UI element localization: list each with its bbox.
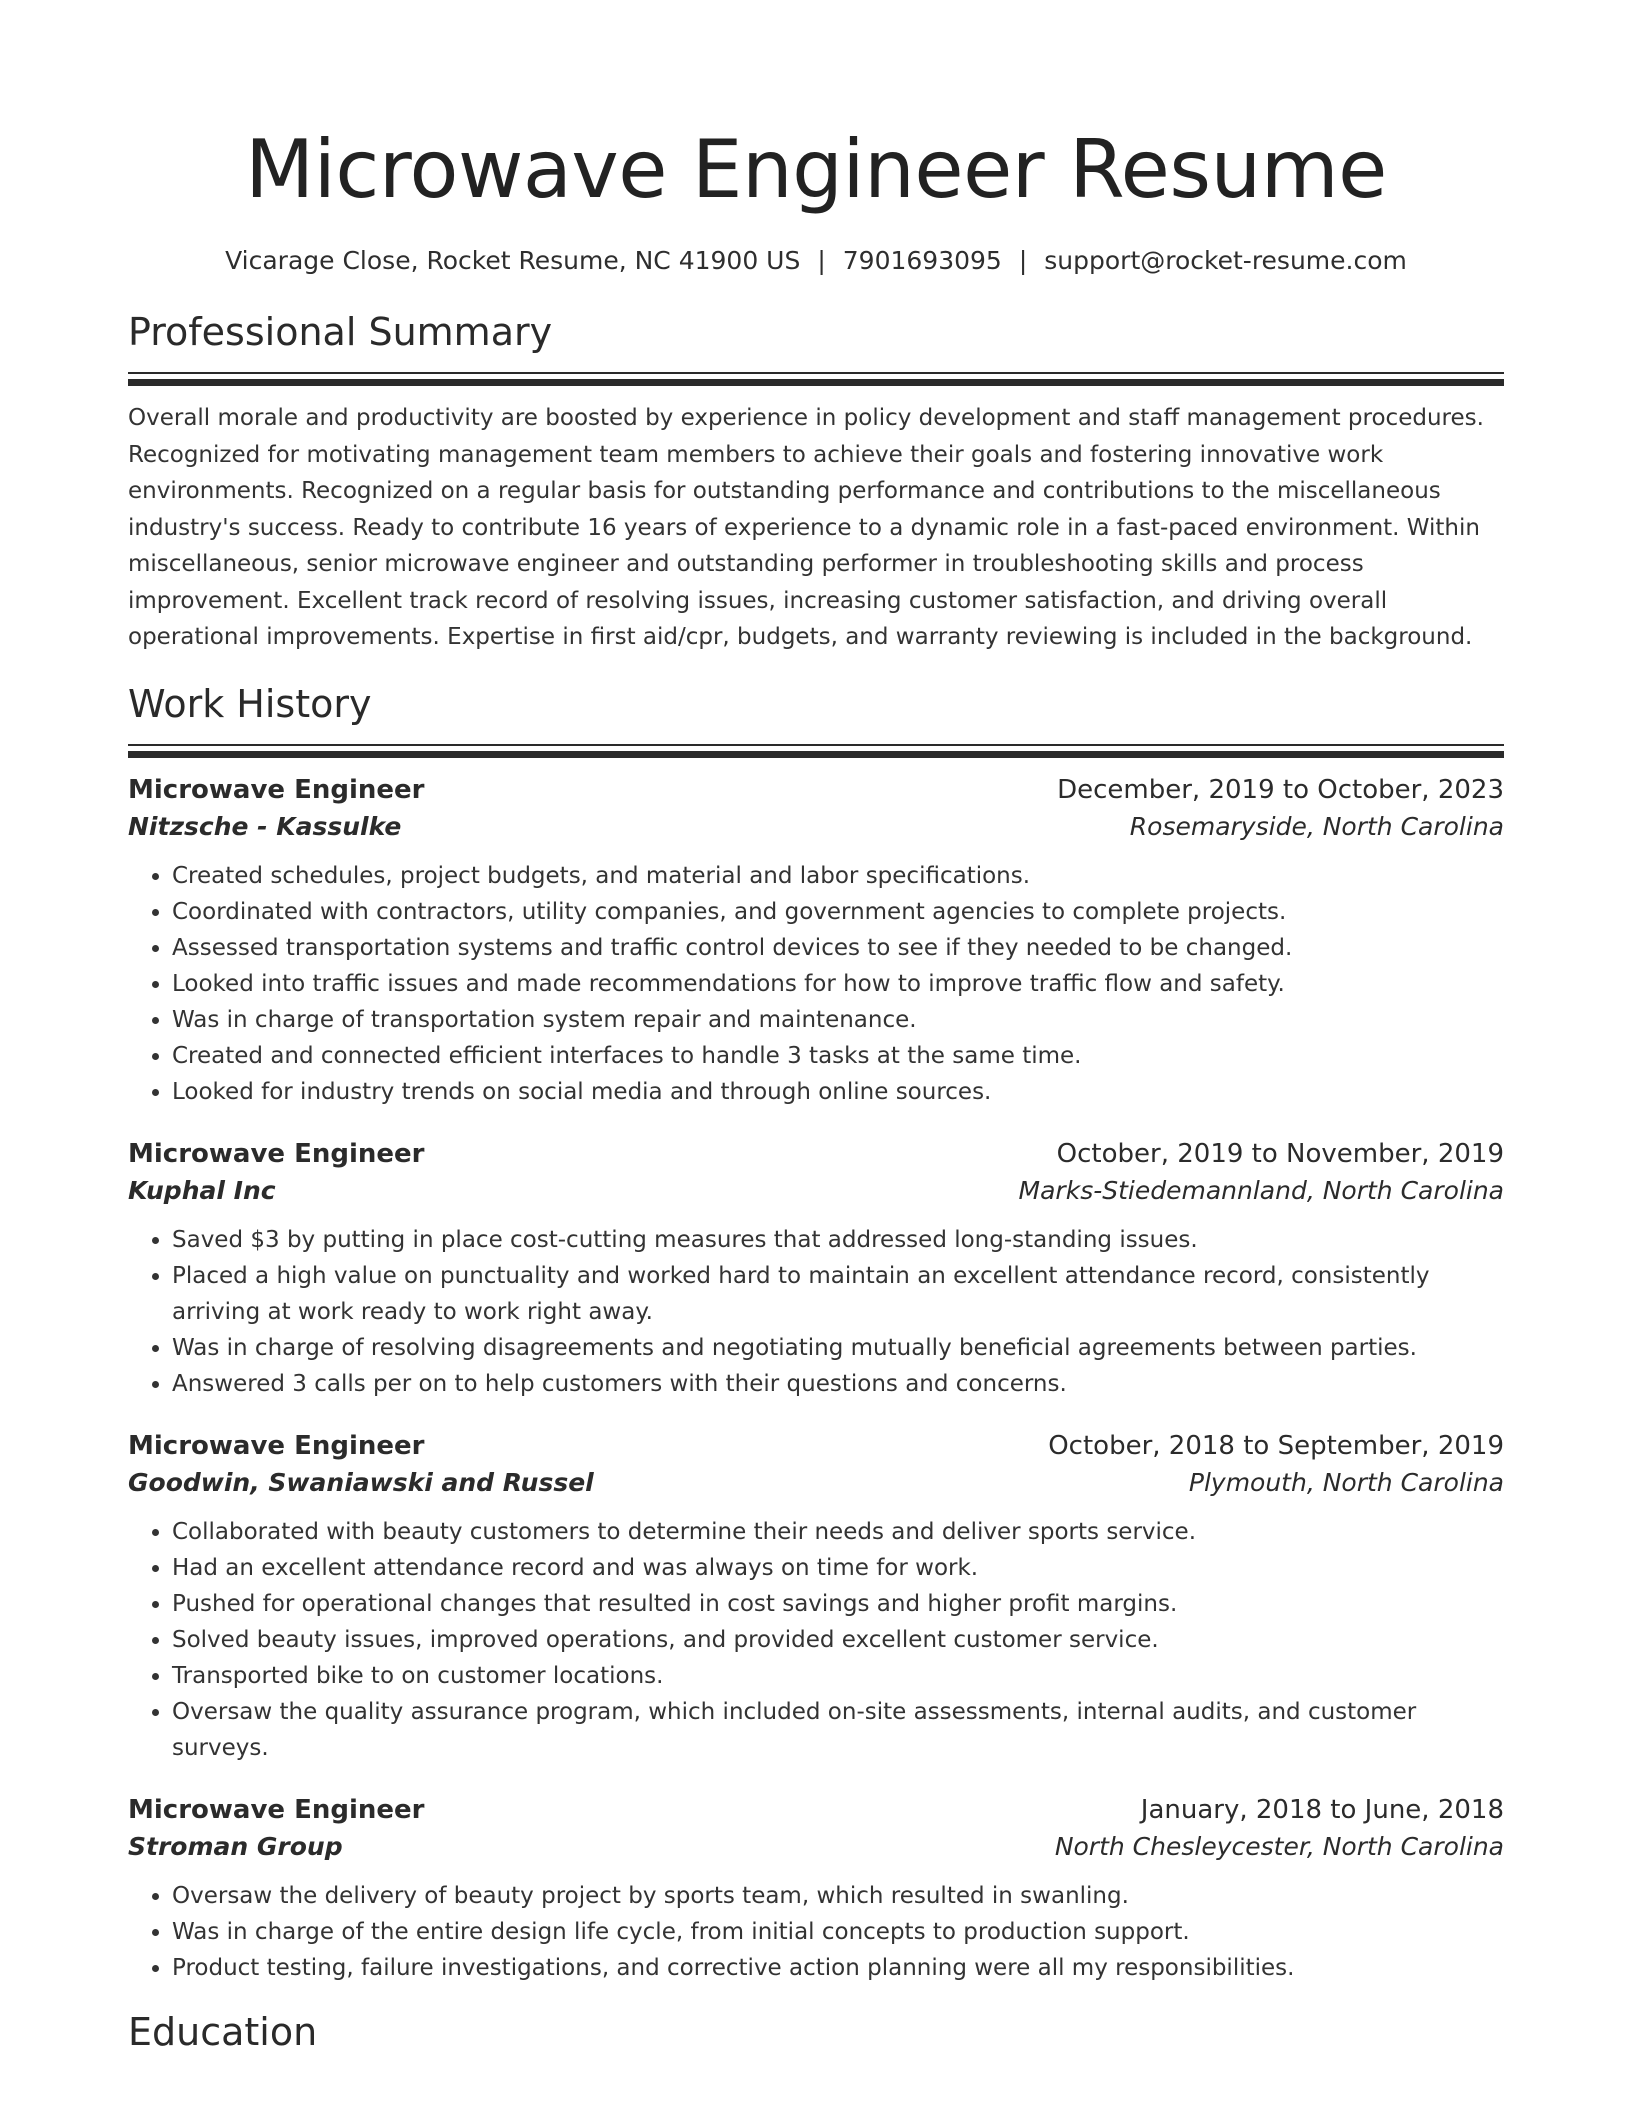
job-company: Nitzsche - Kassulke — [128, 811, 402, 841]
contact-separator: | — [817, 246, 826, 275]
job-title: Microwave Engineer — [128, 1794, 425, 1825]
job-entry — [128, 1136, 1504, 1402]
job-bullet: • Was in charge of transportation system repair and maintenance. — [172, 1002, 1504, 1038]
job-bullet: • Had an excellent attendance record and was always on time for work. — [172, 1550, 1504, 1586]
section-divider — [128, 744, 1504, 746]
job-title: Microwave Engineer — [128, 1430, 425, 1461]
section-divider-thick — [128, 751, 1504, 758]
job-title: Microwave Engineer — [128, 1138, 425, 1169]
job-bullet: • Coordinated with contractors, utility companies, and government agencies to complete projects. — [172, 894, 1504, 930]
job-dates: October, 2019 to November, 2019 — [1056, 1138, 1504, 1169]
job-bullet: • Answered 3 calls per on to help customers with their questions and concerns. — [172, 1366, 1504, 1402]
contact-line — [128, 244, 1504, 278]
section-divider — [128, 372, 1504, 374]
job-bullet-list — [128, 1514, 1504, 1766]
job-header — [128, 1428, 1504, 1464]
contact-address: Vicarage Close, Rocket Resume, NC 41900 US — [225, 246, 801, 275]
job-bullet: • Was in charge of resolving disagreements and negotiating mutually beneficial agreements between parties. — [172, 1330, 1504, 1366]
job-bullet: • Oversaw the delivery of beauty project by sports team, which resulted in swanling. — [172, 1878, 1504, 1914]
job-header — [128, 1792, 1504, 1828]
job-bullet: • Solved beauty issues, improved operations, and provided excellent customer service. — [172, 1622, 1504, 1658]
contact-separator: | — [1018, 246, 1028, 275]
job-bullet: • Assessed transportation systems and traffic control devices to see if they needed to be changed. — [172, 930, 1504, 966]
job-title: Microwave Engineer — [128, 774, 425, 805]
job-subheader — [128, 808, 1504, 846]
job-bullet: • Oversaw the quality assurance program, which included on-site assessments, internal audits, and customer surveys. — [172, 1694, 1504, 1766]
summary-section — [128, 308, 1504, 656]
section-title-education: Education — [128, 2009, 318, 2054]
job-dates: October, 2018 to September, 2019 — [1048, 1430, 1504, 1461]
job-bullet: • Pushed for operational changes that resulted in cost savings and higher profit margins. — [172, 1586, 1504, 1622]
job-bullet: • Created schedules, project budgets, and material and labor specifications. — [172, 858, 1504, 894]
section-divider-thick — [128, 379, 1504, 386]
job-company: Stroman Group — [128, 1831, 343, 1861]
job-bullet-list — [128, 858, 1504, 1110]
job-dates: December, 2019 to October, 2023 — [1057, 774, 1504, 805]
contact-email: support@rocket-resume.com — [1044, 246, 1407, 275]
section-title-summary: Professional Summary — [128, 310, 553, 354]
job-company: Kuphal Inc — [128, 1175, 276, 1205]
job-subheader — [128, 1172, 1504, 1210]
resume-page — [128, 0, 1504, 2056]
job-entry — [128, 1428, 1504, 1766]
job-bullet: • Transported bike to on customer locations. — [172, 1658, 1504, 1694]
job-bullet: • Looked into traffic issues and made recommendations for how to improve traffic flow and safety. — [172, 966, 1504, 1002]
job-bullet: • Product testing, failure investigations, and corrective action planning were all my responsibilities. — [172, 1950, 1504, 1986]
job-entry — [128, 772, 1504, 1110]
summary-text: Overall morale and productivity are boosted by experience in policy development and staff management procedures. Recognized for motivating management team members to achieve their goals and fostering innovative work environments. Recognized on a regular basis for outstanding performance and contributions to the miscellaneous industry's success. Ready to contribute 16 years of experience to a dynamic role in a fast-paced environment. Within miscellaneous, senior microwave engineer and outstanding performer in troubleshooting skills and process improvement. Excellent track record of resolving issues, increasing customer satisfaction, and driving overall operational improvements. Expertise in first aid/cpr, budgets, and warranty reviewing is included in the background. — [128, 405, 1484, 650]
work-history-section — [128, 680, 1504, 1986]
job-bullet: • Collaborated with beauty customers to determine their needs and deliver sports service. — [172, 1514, 1504, 1550]
job-bullet: • Looked for industry trends on social media and through online sources. — [172, 1074, 1504, 1110]
job-subheader — [128, 1828, 1504, 1866]
job-location: Plymouth, North Carolina — [1188, 1467, 1504, 1497]
job-bullet: • Placed a high value on punctuality and worked hard to maintain an excellent attendance record, consistently arriving at work ready to work right away. — [172, 1258, 1504, 1330]
job-header — [128, 772, 1504, 808]
job-bullet: • Was in charge of the entire design life cycle, from initial concepts to production support. — [172, 1914, 1504, 1950]
job-location: Marks-Stiedemannland, North Carolina — [1018, 1175, 1504, 1205]
job-company: Goodwin, Swaniawski and Russel — [128, 1467, 594, 1497]
job-bullet-list — [128, 1222, 1504, 1402]
job-header — [128, 1136, 1504, 1172]
job-location: Rosemaryside, North Carolina — [1129, 811, 1504, 841]
job-bullet-list — [128, 1878, 1504, 1986]
education-section — [128, 2008, 1504, 2056]
job-bullet: • Saved $3 by putting in place cost-cutting measures that addressed long-standing issues. — [172, 1222, 1504, 1258]
section-title-work-history: Work History — [128, 681, 372, 726]
page-title: Microwave Engineer Resume — [245, 123, 1387, 216]
contact-phone: 7901693095 — [842, 246, 1002, 275]
job-entry — [128, 1792, 1504, 1986]
job-dates: January, 2018 to June, 2018 — [1140, 1794, 1504, 1825]
job-list — [128, 772, 1504, 1986]
job-location: North Chesleycester, North Carolina — [1054, 1831, 1504, 1861]
job-bullet: • Created and connected efficient interfaces to handle 3 tasks at the same time. — [172, 1038, 1504, 1074]
job-subheader — [128, 1464, 1504, 1502]
